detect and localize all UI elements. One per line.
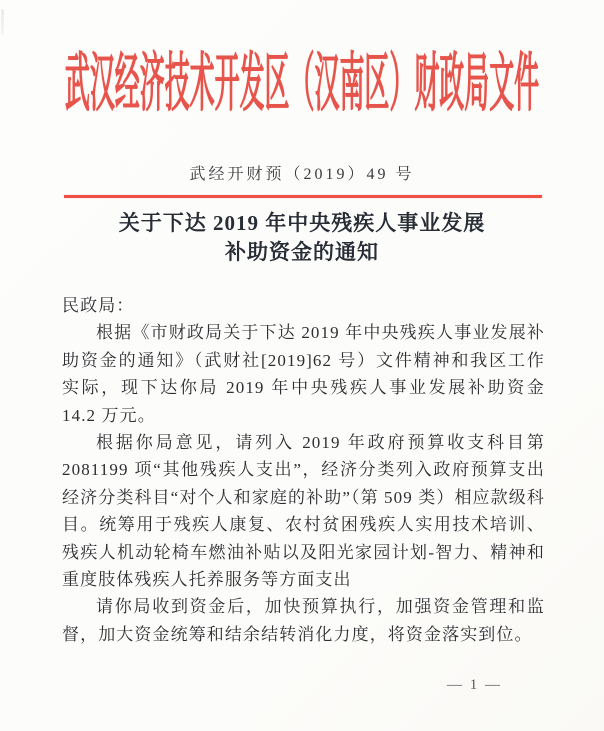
body-paragraph-1: 根据《市财政局关于下达 2019 年中央残疾人事业发展补助资金的通知》（武财社[2019]62 号）文件精神和我区工作实际，现下达你局 2019 年中央残疾人事业发展补助资金 14.2 万元。 — [62, 323, 545, 425]
document-title-line-1: 关于下达 2019 年中央残疾人事业发展 — [118, 211, 486, 235]
red-masthead — [0, 50, 604, 118]
body-paragraph-2: 根据你局意见，请列入 2019 年政府预算收支科目第 2081199 项“其他残疾人支出”，经济分类列入政府预算支出经济分类科目“对个人和家庭的补助”（第 509 类）相应款级科目。统筹用于残疾人康复、农村贫困残疾人实用技术培训、残疾人机动轮椅车燃油补贴以及阳光家园计划-智力、精神和重度肢体残疾人托养服务等方面支出 — [62, 433, 545, 590]
scan-edge-artifact — [1, 9, 4, 35]
salutation: 民政局： — [62, 296, 135, 315]
document-number: 武经开财预（2019）49 号 — [189, 166, 415, 183]
document-title — [0, 209, 604, 267]
body-paragraph-3: 请你局收到资金后，加快预算执行，加强资金管理和监督，加大资金统筹和结余结转消化力度，将资金落实到位。 — [62, 597, 545, 644]
red-divider-line — [64, 195, 542, 198]
document-body — [62, 292, 545, 648]
page-number: — 1 — — [447, 677, 502, 693]
masthead-title: 武汉经济技术开发区（汉南区）财政局文件 — [64, 48, 540, 119]
document-title-line-2: 补助资金的通知 — [225, 240, 379, 264]
